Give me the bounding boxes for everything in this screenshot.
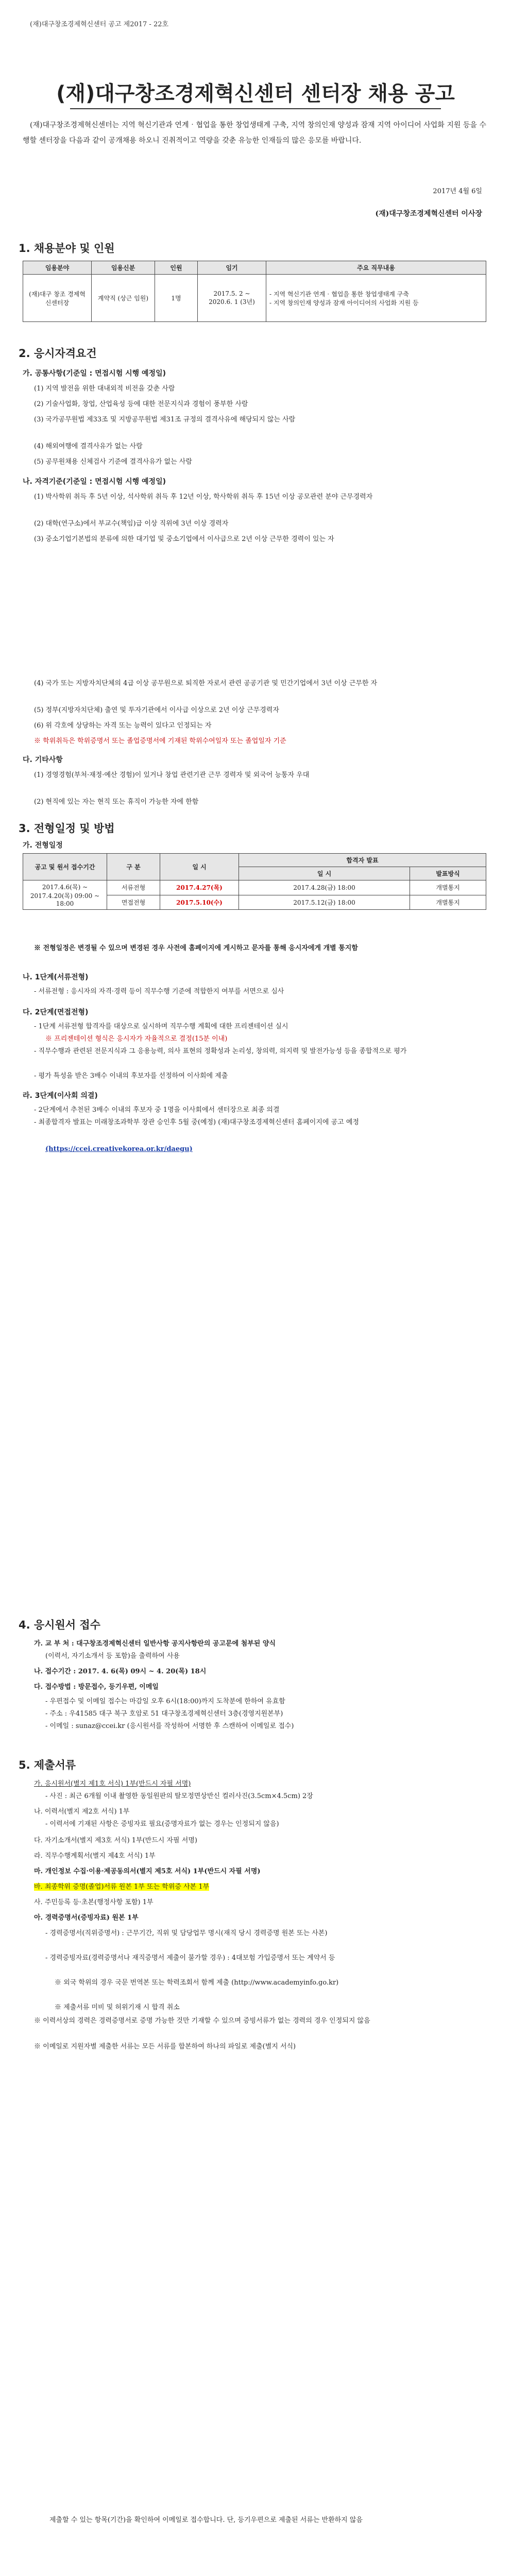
table-cell: (재)대구 창조 경제혁신센터장: [23, 275, 92, 322]
section-title-5: 5. 제출서류: [19, 1759, 76, 1771]
table-header: 발표방식: [410, 867, 486, 880]
table-cell: 개별통지: [410, 895, 486, 910]
list-item: - 사진 : 최근 6개월 이내 촬영한 동일원판의 탈모정면상반신 컬러사진(3.5cm×4.5cm) 2장: [45, 1792, 313, 1800]
list-item: - 직무수행과 관련된 전문지식과 그 응용능력, 의사 표현의 정확성과 논리성, 창의력, 의지력 및 발전가능성 등을 종합적으로 평가: [34, 1047, 407, 1055]
list-item: [34, 1778, 477, 1790]
list-item: - 2단계에서 추천된 3배수 이내의 후보자 중 1명을 이사회에서 센터장으로 최종 의결: [34, 1106, 280, 1114]
subsection-title: 나. 자격기준(기준일 : 면접시험 시행 예정일): [23, 478, 166, 486]
schedule-table: [23, 853, 486, 910]
table-header: 구 분: [107, 854, 160, 880]
document-number: (재)대구창조경제혁신센터 공고 제2017 - 22호: [30, 21, 169, 28]
table-cell: 서류전형: [107, 880, 160, 895]
list-item: 가. 교 부 처 : 대구창조경제혁신센터 일반사항 공지사항란의 공고문에 첨부된 양식: [34, 1640, 276, 1648]
list-item: (3) 국가공무원법 제33조 및 지방공무원법 제31조 규정의 결격사유에 해당되지 않는 사람: [34, 416, 296, 423]
table-cell: 2017.5.10(수): [160, 895, 239, 910]
table-header: 임기: [198, 261, 266, 275]
doc-item: 가. 응시원서(별지 제1호 서식) 1부(반드시 자필 서명): [34, 1780, 191, 1788]
table-cell: 면접전형: [107, 895, 160, 910]
subsection-title: 가. 공통사항(기준일 : 면접시험 시행 예정일): [23, 369, 166, 378]
list-item: ※ 이력서상의 경력은 경력증명서로 증명 가능한 것만 기재할 수 있으며 증빙서류가 없는 경력의 경우 인정되지 않음: [34, 2017, 370, 2025]
subsection-title: 가. 전형일정: [23, 841, 63, 850]
duty-line: - 지역 혁신기관 연계‧협업을 통한 창업생태계 구축: [269, 290, 409, 298]
list-item: 마. 개인정보 수집·이용·제공동의서(별지 제5호 서식) 1부(반드시 자필 서명): [34, 1868, 261, 1875]
table-header: 임용신분: [92, 261, 155, 275]
table-header: 일 시: [160, 854, 239, 880]
list-item: (2) 현직에 있는 자는 현직 또는 휴직이 가능한 자에 한함: [34, 798, 199, 806]
list-item: (6) 위 각호에 상당하는 자격 또는 능력이 있다고 인정되는 자: [34, 722, 212, 730]
list-item: (2) 대학(연구소)에서 부교수(책임)급 이상 직위에 3년 이상 경력자: [34, 520, 229, 528]
list-item: - 이메일 : sunaz@ccei.kr (응시원서를 작성하여 서명한 후 스캔하여 이메일로 접수): [45, 1722, 294, 1730]
issuing-organization: (재)대구창조경제혁신센터 이사장: [375, 210, 482, 218]
table-cell: 2017.4.6(목) ~ 2017.4.20(목) 09:00 ~ 18:00: [23, 880, 107, 910]
list-item: 다. 접수방법 : 방문접수, 등기우편, 이메일: [34, 1683, 159, 1691]
list-item: - 평가 특성을 받은 3배수 이내의 후보자를 선정하여 이사회에 제출: [34, 1072, 228, 1080]
list-item: (1) 지역 발전을 위한 대내외적 비전을 갖춘 사람: [34, 385, 175, 393]
list-item: (5) 공무원채용 신체검사 기준에 결격사유가 없는 사람: [34, 458, 192, 466]
table-header: 합격자 발표: [239, 854, 486, 867]
list-item: - 경력증명서(직위증명서) : 근무기간, 직위 및 담당업무 명시(재직 당시 경력증명 원본 또는 사본): [45, 1929, 328, 1937]
list-item: (1) 경영경험(부처·재정·예산 경험)이 있거나 창업 관련기관 근무 경력자 및 외국어 능통자 우대: [34, 771, 310, 779]
list-item: 나. 접수기간 : 2017. 4. 6(목) 09시 ~ 4. 20(목) 18시: [34, 1668, 207, 1675]
table-header: 임용분야: [23, 261, 92, 275]
section-title-4: 4. 응시원서 접수: [19, 1619, 100, 1631]
subsection-title: 라. 3단계(이사회 의결): [23, 1092, 98, 1100]
table-cell: 2017.4.28(금) 18:00: [239, 880, 410, 895]
homepage-link[interactable]: (https://ccei.creativekorea.or.kr/daegu): [45, 1145, 193, 1153]
list-item: (4) 국가 또는 지방자치단체의 4급 이상 공무원으로 퇴직한 자로서 관련 공공기관 및 민간기업에서 3년 이상 근무한 자: [34, 680, 378, 687]
list-item: - 1단계 서류전형 합격자를 대상으로 실시하며 직무수행 계획에 대한 프리젠테이션 실시: [34, 1023, 288, 1030]
title-divider: [70, 108, 441, 109]
table-cell: 2017.5.12(금) 18:00: [239, 895, 410, 910]
recruitment-table: [23, 261, 486, 322]
note-text: ※ 프리젠테이션 형식은 응시자가 자율적으로 결정(15분 이내): [45, 1035, 228, 1043]
list-item: (1) 박사학위 취득 후 5년 이상, 석사학위 취득 후 12년 이상, 학사학위 취득 후 15년 이상 공모관련 분야 근무경력자: [34, 493, 373, 501]
table-cell: 2017.4.27(목): [160, 880, 239, 895]
table-header: 일 시: [239, 867, 410, 880]
list-item: 라. 직무수행계획서(별지 제4호 서식) 1부: [34, 1852, 156, 1860]
doc-item: 바. 최종학위 증명(졸업)서류 원본 1부 또는 학위증 사본 1부: [34, 1883, 210, 1891]
table-header: 주요 직무내용: [266, 261, 486, 275]
subsection-title: 다. 2단계(면접전형): [23, 1008, 89, 1016]
list-item: [34, 1882, 477, 1893]
list-item: - 이력서에 기재된 사항은 증빙자료 필요(증명자료가 없는 경우는 인정되지 않음): [45, 1820, 279, 1828]
list-item: 아. 경력증명서(증빙자료) 원본 1부: [34, 1914, 139, 1922]
intro-paragraph: (재)대구창조경제혁신센터는 지역 혁신기관과 연계‧협업을 통한 창업생태계 구축, 지역 창의인재 양성과 잠재 지역 아이디어 사업화 지원 등을 수행할 센터장을 다음과 같이 공개채용 하오니 진취적이고 역량을 갖춘 유능한 인재들의 많은 응모를 바랍니다.: [23, 121, 486, 145]
list-item: (3) 중소기업기본법의 분류에 의한 대기업 및 중소기업에서 이사급으로 2년 이상 근무한 경력이 있는 자: [34, 535, 334, 543]
list-item: (5) 정부(지방자치단체) 출연 및 투자기관에서 이사급 이상으로 2년 이상 근무경력자: [34, 706, 279, 714]
table-cell: 2017.5. 2 ~ 2020.6. 1 (3년): [198, 275, 266, 322]
warning-note: ※ 전형일정은 변경될 수 있으며 변경된 경우 사전에 홈페이지에 게시하고 문자를 통해 응시자에게 개별 통지함: [34, 944, 358, 952]
list-item: (2) 기술사업화, 창업, 산업육성 등에 대한 전문지식과 경험이 풍부한 사람: [34, 400, 248, 408]
list-item: (4) 해외여행에 결격사유가 없는 사람: [34, 443, 143, 450]
page-title: (재)대구창조경제혁신센터 센터장 채용 공고: [56, 82, 455, 106]
table-header: 인원: [155, 261, 198, 275]
list-item: - 경력증빙자료(경력증명서나 재직증명서 제출이 불가할 경우) : 4대보험 가입증명서 또는 계약서 등: [45, 1954, 335, 1962]
list-item: 다. 자기소개서(별지 제3호 서식) 1부(반드시 자필 서명): [34, 1837, 197, 1844]
subsection-title: 나. 1단계(서류전형): [23, 973, 89, 981]
section-title-1: 1. 채용분야 및 인원: [19, 242, 115, 255]
table-header: 공고 및 원서 접수기간: [23, 854, 107, 880]
list-item: ※ 외국 학위의 경우 국문 번역본 또는 학력조회서 함께 제출 (http://www.academyinfo.go.kr): [55, 1979, 339, 1987]
list-item: (이력서, 자기소개서 등 포함)을 출력하여 사용: [45, 1652, 180, 1660]
note-text: ※ 학위취득은 학위증명서 또는 졸업증명서에 기재된 학위수여일자 또는 졸업일자 기준: [34, 737, 286, 745]
subsection-title: 다. 기타사항: [23, 756, 63, 764]
list-item: ※ 제출서류 미비 및 허위기재 시 합격 취소: [55, 2004, 180, 2011]
list-item: - 우편접수 및 이메일 접수는 마감일 오후 6시(18:00)까지 도착분에 한하여 유효함: [45, 1698, 285, 1705]
list-item: 나. 이력서(별지 제2호 서식) 1부: [34, 1808, 130, 1816]
duty-line: - 지역 창의인재 양성과 잠재 아이디어의 사업화 지원 등: [269, 299, 419, 307]
section-title-3: 3. 전형일정 및 방법: [19, 822, 115, 835]
table-cell: [266, 275, 486, 322]
table-cell: 계약직 (상근 임원): [92, 275, 155, 322]
announcement-date: 2017년 4월 6일: [433, 188, 482, 195]
list-item: 사. 주민등록 등·초본(행정사항 포함) 1부: [34, 1899, 154, 1906]
list-item: - 서류전형 : 응시자의 자격·경력 등이 직무수행 기준에 적합한지 여부를 서면으로 심사: [34, 988, 284, 995]
section-title-2: 2. 응시자격요건: [19, 347, 97, 360]
list-item: - 최종합격자 발표는 미래창조과학부 장관 승인후 5월 중(예정) (재)대구창조경제혁신센터 홈페이지에 공고 예정: [34, 1118, 359, 1126]
table-cell: 개별통지: [410, 880, 486, 895]
submission-note: 제출할 수 있는 항목(기간)을 확인하여 이메일로 접수합니다. 단, 등기우편으로 제출된 서류는 반환하지 않음: [49, 2516, 363, 2524]
table-cell: 1명: [155, 275, 198, 322]
list-item: - 주소 : 우41585 대구 북구 호암로 51 대구창조경제혁신센터 3층(경영지원본부): [45, 1710, 283, 1718]
list-item: ※ 이메일로 지원자별 제출한 서류는 모든 서류를 합본하여 하나의 파일로 제출(별지 서식): [34, 2043, 296, 2050]
